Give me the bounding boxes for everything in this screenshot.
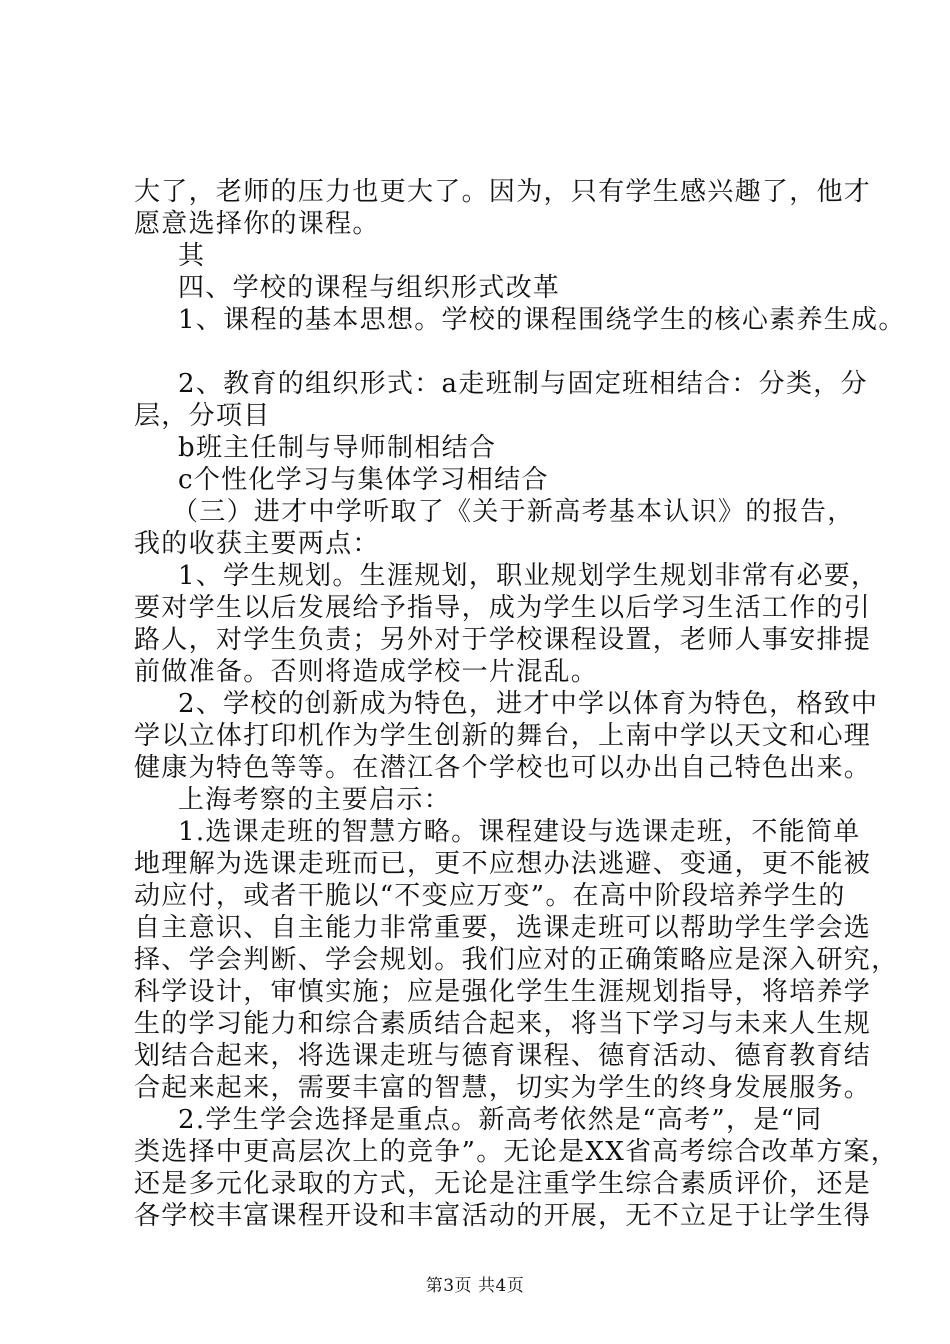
text-line: c个性化学习与集体学习相结合	[178, 465, 549, 495]
text-line: 路人，对学生负责；另外对于学校课程设置，老师人事安排提	[134, 625, 872, 655]
text-line: 2、学校的创新成为特色，进才中学以体育为特色，格致中	[178, 689, 879, 719]
text-line: 1、学生规划。生涯规划，职业规划学生规划非常有必要，	[178, 561, 879, 591]
text-line: 大了，老师的压力也更大了。因为，只有学生感兴趣了，他才	[134, 177, 872, 207]
text-line: 要对学生以后发展给予指导，成为学生以后学习生活工作的引	[134, 593, 872, 623]
text-line: 科学设计，审慎实施；应是强化学生生涯规划指导，将培养学	[134, 977, 872, 1007]
text-line: 健康为特色等等。在潜江各个学校也可以办出自己特色出来。	[134, 753, 872, 783]
text-line: 学以立体打印机作为学生创新的舞台，上南中学以天文和心理	[134, 721, 872, 751]
text-line: 类选择中更高层次上的竞争”。无论是XX省高考综合改革方案，	[134, 1137, 899, 1167]
text-line: 我的收获主要两点：	[134, 529, 380, 559]
text-line: 1.选课走班的智慧方略。课程建设与选课走班，不能简单	[178, 817, 861, 847]
text-line: 动应付，或者干脆以“不变应万变”。在高中阶段培养学生的	[134, 881, 846, 911]
text-line: 地理解为选课走班而已，更不应想办法逃避、变通，更不能被	[134, 849, 872, 879]
text-line: 划结合起来，将选课走班与德育课程、德育活动、德育教育结	[134, 1041, 872, 1071]
page-number-footer: 第3页 共4页	[425, 1276, 525, 1296]
text-line: 各学校丰富课程开设和丰富活动的开展，无不立足于让学生得	[134, 1201, 872, 1231]
text-line: b班主任制与导师制相结合	[178, 433, 497, 463]
text-line: 2、教育的组织形式：a走班制与固定班相结合：分类，分	[178, 369, 868, 399]
text-line: 择、学会判断、学会规划。我们应对的正确策略应是深入研究，	[134, 945, 899, 975]
text-line: 合起来起来，需要丰富的智慧，切实为学生的终身发展服务。	[134, 1073, 872, 1103]
section-heading: 四、学校的课程与组织形式改革	[178, 273, 561, 303]
text-line: 2.学生学会选择是重点。新高考依然是“高考”，是“同	[178, 1105, 823, 1135]
text-line: （三）进才中学听取了《关于新高考基本认识》的报告，	[172, 497, 855, 527]
text-line: 自主意识、自主能力非常重要，选课走班可以帮助学生学会选	[134, 913, 872, 943]
text-line: 其	[178, 241, 206, 271]
text-line: 还是多元化录取的方式，无论是注重学生综合素质评价，还是	[134, 1169, 872, 1199]
document-body	[134, 176, 906, 1232]
text-line: 上海考察的主要启示：	[178, 785, 452, 815]
blank-line	[134, 336, 834, 368]
text-line: 前做准备。否则将造成学校一片混乱。	[134, 657, 599, 687]
text-line: 1、课程的基本思想。学校的课程围绕学生的核心素养生成。	[178, 305, 906, 335]
text-line: 层，分项目	[134, 401, 271, 431]
text-line: 生的学习能力和综合素质结合起来，将当下学习与未来人生规	[134, 1009, 872, 1039]
text-line: 愿意选择你的课程。	[134, 209, 380, 239]
